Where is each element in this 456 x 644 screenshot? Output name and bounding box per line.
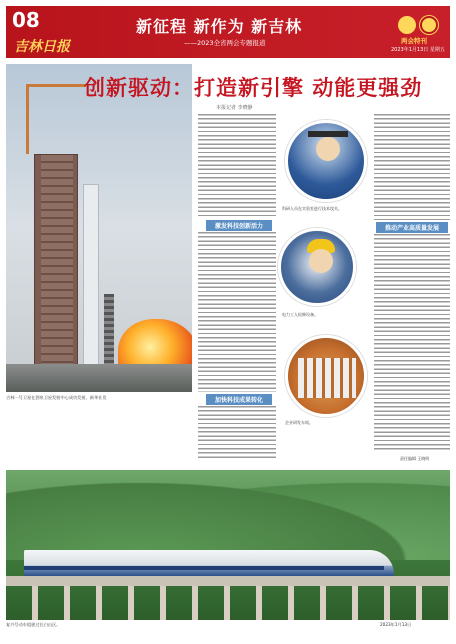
emblem-badge-icon — [420, 16, 438, 34]
lab-caption: 企业研发车间。 — [285, 420, 313, 425]
viaduct-deck — [6, 576, 450, 586]
mountain-hills — [6, 470, 450, 560]
bullet-train — [24, 550, 394, 576]
special-edition-label: 两会特刊 — [401, 37, 427, 45]
crane-shape — [26, 84, 86, 154]
ground — [6, 364, 192, 392]
section-title-3: 推动产业高质量发展 — [376, 222, 448, 233]
footer-date: 2023年1月13日 — [380, 622, 412, 627]
researcher-caption: 科研人员在实验室进行技术攻关。 — [282, 206, 342, 211]
electrician-photo — [278, 228, 356, 306]
lab-photo — [285, 335, 367, 417]
header-slogan: 新征程 新作为 新吉林 — [136, 17, 303, 36]
article-byline: 本报记者 李晓静 — [216, 105, 253, 111]
electrician-face — [309, 249, 333, 273]
viaduct-pillars — [6, 586, 450, 620]
header-subtitle: ——2023全省两会专题报道 — [184, 39, 266, 47]
rocket-caption: 吉林一号卫星在酒泉卫星发射中心成功发射。新华社发 — [6, 395, 107, 400]
launch-tower — [34, 154, 78, 369]
emblem-icon — [398, 16, 416, 34]
lightning-mast — [104, 294, 114, 374]
page-number: 08 — [12, 8, 40, 32]
article-headline: 创新驱动：打造新引擎 动能更强劲 — [84, 76, 423, 100]
train-caption: 复兴号动车组驶过长白山区。 — [6, 622, 61, 627]
train-stripe — [24, 566, 384, 570]
article-column-2 — [198, 232, 276, 392]
article-column-4 — [374, 114, 450, 220]
page-header — [6, 6, 450, 58]
rocket-launch-photo — [6, 64, 192, 392]
article-column-1 — [198, 114, 276, 218]
bullet-train-photo — [6, 470, 450, 620]
article-column-5 — [374, 234, 450, 452]
editor-credit: 责任编辑 王晓明 — [400, 456, 430, 461]
lab-equipment — [298, 358, 356, 398]
rocket — [83, 184, 99, 369]
electrician-caption: 电力工人检修设备。 — [282, 312, 318, 317]
researcher-face — [316, 137, 340, 161]
header-date: 2023年1月13日 星期五 — [391, 47, 445, 53]
researcher-photo — [285, 120, 367, 202]
paper-logo: 吉林日报 — [14, 39, 70, 55]
article-column-3 — [198, 406, 276, 460]
section-title-1: 激发科技创新活力 — [206, 220, 272, 231]
section-title-2: 加快科技成果转化 — [206, 394, 272, 405]
